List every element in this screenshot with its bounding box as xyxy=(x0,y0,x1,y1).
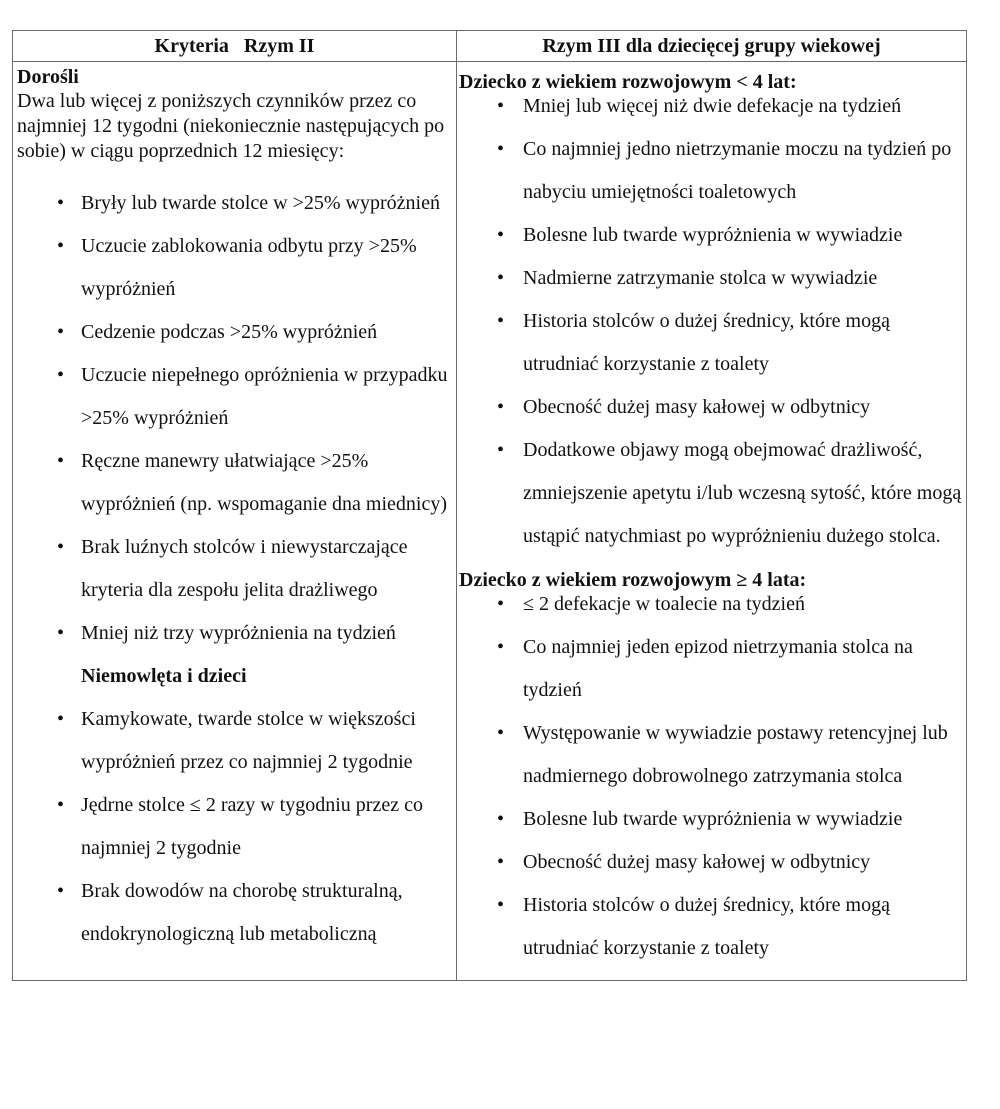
list-item: • Bolesne lub twarde wypróżnienia w wywiadzie xyxy=(459,798,964,841)
list-item: • Bolesne lub twarde wypróżnienia w wywiadzie xyxy=(459,214,964,257)
group2-title: Dziecko z wiekiem rozwojowym ≥ 4 lata: xyxy=(459,569,807,591)
list-item: • Mniej niż trzy wypróżnienia na tydzień xyxy=(17,612,452,655)
table-body-row xyxy=(13,62,967,981)
list-item: • Historia stolców o dużej średnicy, które mogą utrudniać korzystanie z toalety xyxy=(459,884,964,970)
list-item: • Uczucie zablokowania odbytu przy >25% wypróżnień xyxy=(17,225,452,311)
list-item: • Nadmierne zatrzymanie stolca w wywiadzie xyxy=(459,257,964,300)
adults-title: Dorośli xyxy=(17,66,79,88)
header-right: Rzym III dla dziecięcej grupy wiekowej xyxy=(457,31,967,62)
list-item: • Historia stolców o dużej średnicy, które mogą utrudniać korzystanie z toalety xyxy=(459,300,964,386)
list-item: • Brak dowodów na chorobę strukturalną, endokrynologiczną lub metaboliczną xyxy=(17,870,452,956)
list-item: • Cedzenie podczas >25% wypróżnień xyxy=(17,311,452,354)
children-title: Niemowlęta i dzieci xyxy=(81,665,247,687)
list-item: • Brak luźnych stolców i niewystarczające kryteria dla zespołu jelita drażliwego xyxy=(17,526,452,612)
table-header-row xyxy=(13,31,967,62)
list-item: • Co najmniej jeden epizod nietrzymania stolca na tydzień xyxy=(459,626,964,712)
list-item: • Kamykowate, twarde stolce w większości wypróżnień przez co najmniej 2 tygodnie xyxy=(17,698,452,784)
rome-iii-cell xyxy=(457,62,967,981)
list-item: • Dodatkowe objawy mogą obejmować drażliwość, zmniejszenie apetytu i/lub wczesną sytość, które mogą ustąpić natychmiast po wypróżnieniu dużego stolca. xyxy=(459,429,964,558)
list-item: • Występowanie w wywiadzie postawy retencyjnej lub nadmiernego dobrowolnego zatrzymania stolca xyxy=(459,712,964,798)
group1-title: Dziecko z wiekiem rozwojowym < 4 lat: xyxy=(459,71,797,93)
list-item: • Obecność dużej masy kałowej w odbytnicy xyxy=(459,386,964,429)
list-item: • Co najmniej jedno nietrzymanie moczu na tydzień po nabyciu umiejętności toaletowych xyxy=(459,128,964,214)
document-page xyxy=(12,30,966,981)
list-item: • Bryły lub twarde stolce w >25% wypróżnień xyxy=(17,182,452,225)
list-item: • Ręczne manewry ułatwiające >25% wypróżnień (np. wspomaganie dna miednicy) xyxy=(17,440,452,526)
list-item: • Obecność dużej masy kałowej w odbytnicy xyxy=(459,841,964,884)
list-item: • Jędrne stolce ≤ 2 razy w tygodniu przez co najmniej 2 tygodnie xyxy=(17,784,452,870)
criteria-table xyxy=(12,30,967,981)
group1-list xyxy=(459,94,964,558)
adults-intro: Dwa lub więcej z poniższych czynników przez co najmniej 12 tygodni (niekoniecznie następujących po sobie) w ciągu poprzednich 12 miesięcy: xyxy=(17,90,445,162)
rome-ii-cell xyxy=(13,62,457,981)
list-item: • Mniej lub więcej niż dwie defekacje na tydzień xyxy=(459,94,964,118)
list-item: • ≤ 2 defekacje w toalecie na tydzień xyxy=(459,592,964,616)
group2-list xyxy=(459,592,964,970)
list-item: • Uczucie niepełnego opróżnienia w przypadku >25% wypróżnień xyxy=(17,354,452,440)
adults-list xyxy=(17,182,452,956)
header-left: Kryteria Rzym II xyxy=(13,31,457,62)
